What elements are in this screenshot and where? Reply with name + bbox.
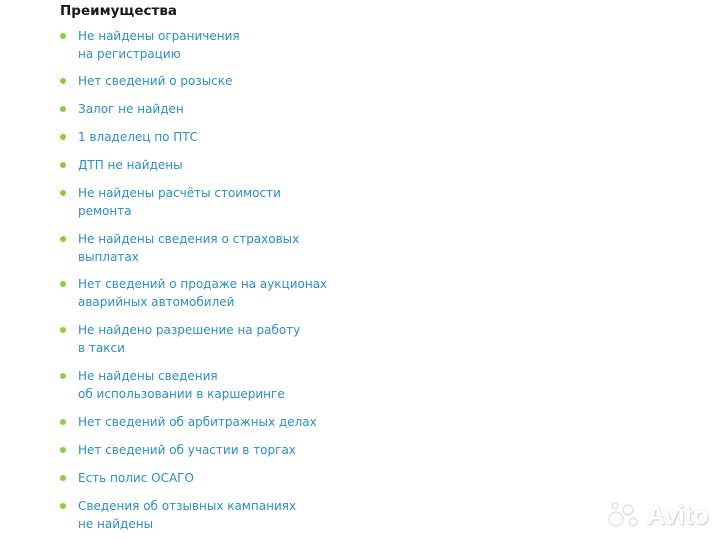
bullet-dot	[60, 373, 66, 379]
bullet-dot	[60, 33, 66, 39]
benefit-text[interactable]: Не найдены сведения о страховых выплатах	[78, 232, 300, 264]
bullet-dot	[60, 78, 66, 84]
bullet-dot	[60, 106, 66, 112]
benefit-text[interactable]: Не найдены сведения об использовании в каршеринге	[78, 369, 285, 401]
benefit-text[interactable]: Нет сведений о продаже на аукционах аварийных автомобилей	[78, 277, 328, 309]
section-title: Преимущества	[60, 3, 177, 19]
bullet-dot	[60, 419, 66, 425]
benefit-text[interactable]: Нет сведений об участии в торгах	[78, 443, 296, 457]
avito-logo-icon	[607, 501, 641, 529]
benefit-text[interactable]: Не найдено разрешение на работу в такси	[78, 323, 301, 355]
bullet-dot	[60, 236, 66, 242]
benefit-text[interactable]: Не найдены ограничения на регистрацию	[78, 29, 240, 61]
bullet-dot	[60, 134, 66, 140]
bullet-dot	[60, 503, 66, 509]
bullet-dot	[60, 447, 66, 453]
benefit-text[interactable]: Не найдены расчёты стоимости ремонта	[78, 186, 281, 218]
benefit-text[interactable]: ДТП не найдены	[78, 158, 183, 172]
bullet-dot	[60, 327, 66, 333]
bullet-dot	[60, 281, 66, 287]
watermark-text: Avito	[646, 499, 708, 530]
benefit-text[interactable]: Нет сведений о розыске	[78, 74, 233, 88]
avito-watermark	[607, 500, 708, 530]
benefit-text[interactable]: Есть полис ОСАГО	[78, 471, 194, 485]
benefit-text[interactable]: Залог не найден	[78, 102, 184, 116]
benefit-text[interactable]: Нет сведений об арбитражных делах	[78, 415, 317, 429]
bullet-dot	[60, 475, 66, 481]
bullet-dot	[60, 190, 66, 196]
benefit-text[interactable]: 1 владелец по ПТС	[78, 130, 198, 144]
bullet-dot	[60, 162, 66, 168]
benefit-text[interactable]: Сведения об отзывных кампаниях не найдены	[78, 499, 297, 531]
